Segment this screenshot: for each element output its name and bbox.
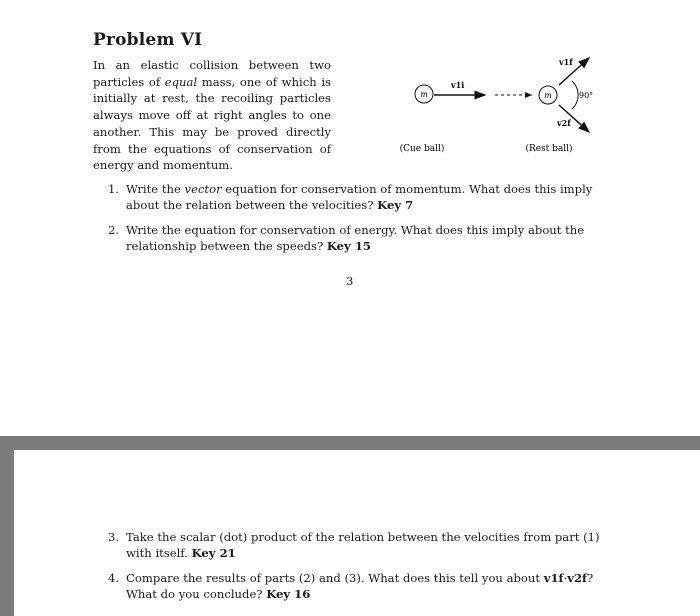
question-2-number: 2. <box>108 223 120 237</box>
intro-emphasis: equal <box>164 74 198 89</box>
vector-v1f: v1f <box>543 571 564 585</box>
angle-label: 90° <box>579 91 594 100</box>
question-3-key: Key 21 <box>191 546 236 560</box>
question-4-key: Key 16 <box>266 587 311 601</box>
dot-operator: · <box>563 571 568 585</box>
question-list-page-2 <box>108 529 606 602</box>
question-2 <box>108 222 606 254</box>
question-4-number: 4. <box>108 571 120 585</box>
cue-ball-mass-label: m <box>420 90 428 99</box>
question-1-text-end: equation for conservation of momentum. What does this imply about the relation between the velocities? <box>126 182 593 212</box>
question-3-number: 3. <box>108 530 120 544</box>
question-3-text: Take the scalar (dot) product of the relation between the velocities from part (1) with itself. <box>126 530 600 560</box>
problem-title: Problem VI <box>93 30 203 50</box>
dashed-path-arrowhead <box>525 92 532 98</box>
question-4-text-start: Compare the results of parts (2) and (3). What does this tell you about <box>126 571 544 585</box>
intro-text-start: In an elastic collision between two particles of <box>93 58 331 89</box>
v1f-label: v1f <box>559 57 573 67</box>
intro-text-end: mass, one of which is initially at rest, the recoiling particles always move off at right angles to one another. This may be proved directly from the equations of conservation of energy and momentum. <box>93 74 331 173</box>
vector-v2f: v2f <box>567 571 587 585</box>
rest-ball-caption: (Rest ball) <box>525 144 573 154</box>
question-1-text-start: Write the <box>126 182 185 196</box>
right-angle-arc <box>572 81 578 109</box>
v1i-label: v1i <box>451 80 465 90</box>
question-1-emphasis: vector <box>184 182 222 196</box>
question-2-text: Write the equation for conservation of energy. What does this imply about the relationship between the speeds? <box>126 223 585 253</box>
rest-ball-mass-label: m <box>544 91 552 100</box>
question-1 <box>108 181 606 213</box>
question-4-text-end: ? What do you conclude? <box>126 571 594 601</box>
question-2-key: Key 15 <box>326 239 371 253</box>
v2f-label: v2f <box>557 118 571 128</box>
page-number: 3 <box>346 274 354 288</box>
question-1-number: 1. <box>108 182 120 196</box>
problem-intro <box>93 57 331 174</box>
cue-ball-caption: (Cue ball) <box>399 144 445 154</box>
question-4 <box>108 570 606 602</box>
question-1-key: Key 7 <box>377 198 414 212</box>
page-2 <box>14 450 700 616</box>
question-3 <box>108 529 606 561</box>
collision-diagram <box>385 45 615 157</box>
rest-ball <box>539 86 557 104</box>
question-list-page-1 <box>108 181 606 254</box>
cue-ball <box>415 85 433 103</box>
